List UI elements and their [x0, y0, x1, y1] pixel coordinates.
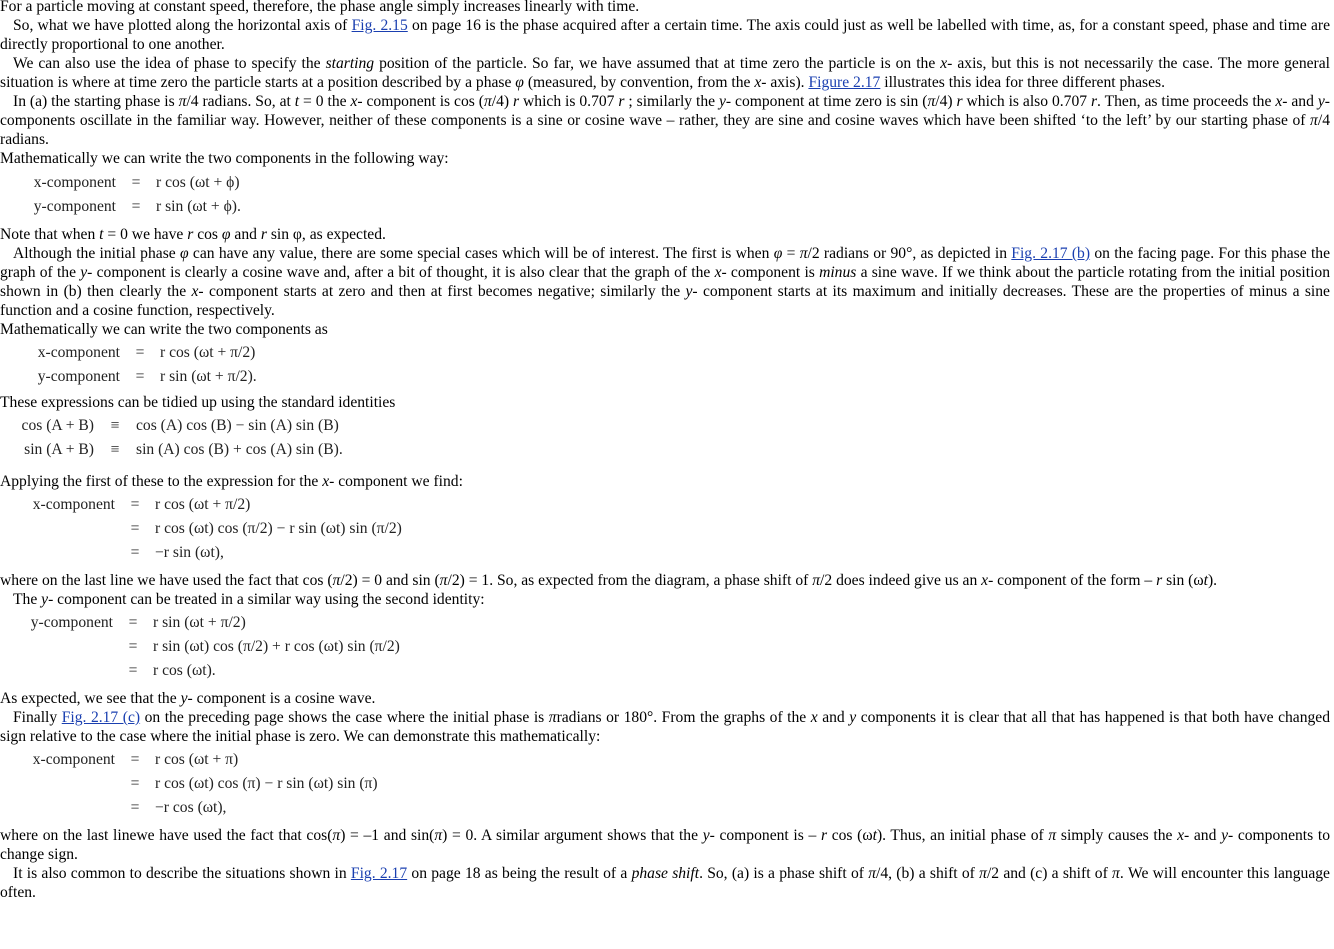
text: - component is a cosine wave. [187, 690, 376, 707]
text: = [782, 245, 800, 262]
text: Applying the first of these to the expression for the [0, 473, 323, 490]
text: /4 radians. [0, 112, 1330, 148]
text: on page 16 is the phase acquired after a certain time. The axis could just as well be labelled with time, as, for a constant speed, phase and time are directly proportional to one another. [0, 17, 1330, 53]
paragraph [0, 689, 1330, 708]
math-var: y [1221, 827, 1228, 844]
text: - component starts at zero and then at first becomes negative; similarly the [198, 283, 686, 300]
math-var: π [799, 245, 808, 262]
equation-op: ≡ [110, 441, 120, 458]
equation-lhs: x-component [33, 174, 116, 191]
text: - and [1184, 827, 1222, 844]
equation-op: = [128, 614, 138, 631]
text: /2 and (c) a shift of [986, 865, 1113, 882]
equation-lhs: y-component [30, 614, 113, 631]
text: ) = 0. A similar argument shows that the [442, 827, 703, 844]
text: a sine wave. If we think about the particle rotating from the initial position shown in (b) then clearly the [0, 264, 1330, 300]
math-var: π [1310, 112, 1318, 129]
math-var: x [1177, 827, 1185, 844]
text: As expected, we see that the [0, 690, 181, 707]
text: Mathematically we can write the two components in the following way: [0, 150, 449, 167]
math-var: π [1112, 865, 1120, 882]
text: - component at time zero is sin ( [725, 93, 928, 110]
text: The [13, 591, 42, 608]
math-var: y [180, 690, 188, 707]
text: illustrates this idea for three different phases. [880, 74, 1165, 91]
math-var: r [513, 93, 520, 110]
text: cos [193, 226, 222, 243]
math-var: y [80, 264, 88, 281]
equation-op: = [135, 368, 145, 385]
equation-rhs: r cos (ωt). [153, 662, 216, 679]
text: Note that when [0, 226, 100, 243]
math-var: x [714, 264, 722, 281]
emphasis: starting [325, 55, 375, 72]
equation-rhs: r cos (ωt + π/2) [155, 496, 251, 513]
math-var: π [439, 572, 448, 589]
paragraph [0, 864, 1330, 902]
text: Although the initial phase [13, 245, 180, 262]
text: - and [1282, 93, 1318, 110]
equation-block [0, 171, 1330, 219]
math-var: x [350, 93, 358, 110]
text: - component can be treated in a similar way using the second identity: [48, 591, 485, 608]
text: In (a) the starting phase is [13, 93, 179, 110]
math-var: π [927, 93, 936, 110]
text: and [817, 709, 850, 726]
text: We can also use the idea of phase to specify the [13, 55, 326, 72]
math-var: x [940, 55, 948, 72]
equation-block [0, 493, 1330, 565]
math-var: r [1156, 572, 1163, 589]
text: simply causes the [1056, 827, 1178, 844]
paragraph [0, 826, 1330, 864]
math-var: π [548, 709, 557, 726]
math-var: r [820, 827, 828, 844]
text: which is also 0.707 [962, 93, 1091, 110]
link-figure-2-17[interactable]: Figure 2.17 [808, 74, 881, 91]
text: = 0 we have [103, 226, 188, 243]
equation-block [0, 611, 1330, 683]
text: can have any value, there are some special cases which will be of interest. The first is when [188, 245, 774, 262]
paragraph [0, 571, 1330, 590]
equation-rhs: r sin (ωt) cos (π/2) + r cos (ωt) sin (π/2) [153, 638, 400, 655]
paragraph [0, 54, 1330, 92]
math-var: π [483, 93, 492, 110]
math-var: r [260, 226, 267, 243]
equation-op: = [128, 638, 138, 655]
text: sin (ω [1162, 572, 1204, 589]
text: . We will encounter this language often. [0, 865, 1330, 901]
link-fig-2-17-c[interactable]: Fig. 2.17 (c) [61, 709, 141, 726]
text: /4, (b) a shift of [876, 865, 980, 882]
math-var: y [1317, 93, 1325, 110]
equation-rhs: r cos (ωt) cos (π/2) − r sin (ωt) sin (π/2) [155, 520, 402, 537]
math-var: t [99, 226, 104, 243]
text: position of the particle. So far, we have assumed that at time zero the particle is on the [374, 55, 941, 72]
link-fig-2-17-b[interactable]: Fig. 2.17 (b) [1011, 245, 1091, 262]
text: components it is clear that all that has happened is that both have changed sign relative to the case where the initial phase is zero. We can demonstrate this mathematically: [0, 709, 1331, 745]
math-var: t [294, 93, 300, 110]
text: cos (ω [827, 827, 873, 844]
paragraph [0, 320, 1330, 339]
equation-op: = [130, 544, 140, 561]
equation-op: = [130, 520, 140, 537]
equation-op: = [130, 775, 140, 792]
equation-op: ≡ [110, 417, 120, 434]
text: /2) = 1. So, as expected from the diagram, a phase shift of [447, 572, 813, 589]
equation-lhs: y-component [37, 368, 120, 385]
equation-op: = [130, 799, 140, 816]
math-var: r [618, 93, 625, 110]
equation-rhs: r cos (ωt + ϕ) [156, 174, 240, 191]
math-var: π [434, 827, 443, 844]
text: - components to change sign. [0, 827, 1330, 863]
text: sin φ, as expected. [266, 226, 386, 243]
math-var: x [981, 572, 989, 589]
text: - axis, but this is not necessarily the case. The more general situation is where at time zero the particle starts at a position described by a phase [0, 55, 1330, 91]
math-var: x [810, 709, 818, 726]
equation-rhs: cos (A) cos (B) − sin (A) sin (B) [136, 417, 339, 434]
paragraph [0, 0, 1330, 16]
text: which is 0.707 [519, 93, 619, 110]
math-var: π [332, 827, 341, 844]
equation-lhs: x-component [32, 496, 115, 513]
paragraph [0, 472, 1330, 491]
paragraph [0, 225, 1330, 244]
link-fig-2-15[interactable]: Fig. 2.15 [351, 17, 408, 34]
text: - component starts at its maximum and initially decreases. These are the properties of minus a sine function and a cosine function, respectively. [0, 283, 1330, 319]
text: These expressions can be tidied up using the standard identities [0, 394, 396, 411]
text: ; similarly the [624, 93, 719, 110]
text: /4) [935, 93, 957, 110]
paragraph [0, 149, 1330, 168]
math-var: π [868, 865, 877, 882]
paragraph [0, 92, 1330, 149]
paragraph [0, 708, 1330, 746]
equation-lhs: x-component [37, 344, 120, 361]
math-var: t [872, 827, 877, 844]
paragraph [0, 244, 1330, 320]
equation-rhs: sin (A) cos (B) + cos (A) sin (B). [136, 441, 343, 458]
text: ). [1207, 572, 1218, 589]
equation-lhs: y-component [33, 198, 116, 215]
math-var: π [332, 572, 341, 589]
equation-op: = [130, 751, 140, 768]
text: /4 radians. So, at [186, 93, 295, 110]
math-var: r [956, 93, 963, 110]
emphasis: minus [819, 264, 857, 281]
equation-op: = [131, 198, 141, 215]
math-var: π [1048, 827, 1057, 844]
text: (measured, by convention, from the [523, 74, 755, 91]
text: /2 does indeed give us an [820, 572, 982, 589]
text: . Then, as time proceeds the [1097, 93, 1276, 110]
equation-rhs: r sin (ωt + π/2) [153, 614, 246, 631]
equation-block [0, 414, 1330, 462]
text: = 0 the [299, 93, 351, 110]
text: on the preceding page shows the case where the initial phase is [140, 709, 549, 726]
equation-rhs: r cos (ωt + π) [155, 751, 239, 768]
equation-block [0, 341, 1330, 389]
paragraph [0, 16, 1330, 54]
text: - components oscillate in the familiar way. However, neither of these components is a sine or cosine wave – rather, they are sine and cosine waves which have been shifted ‘to the left’ by our starting phase of [0, 93, 1330, 129]
math-var: r [1090, 93, 1098, 110]
text: - component of the form – [988, 572, 1157, 589]
text: on the facing page. For this phase the graph of the [0, 245, 1330, 281]
text: /2 radians or 90°, as depicted in [807, 245, 1012, 262]
text: - component is [721, 264, 820, 281]
math-var: y [719, 93, 726, 110]
text: ) = –1 and sin( [340, 827, 435, 844]
equation-lhs: sin (A + B) [24, 441, 94, 458]
math-var: t [1203, 572, 1208, 589]
equation-rhs: −r sin (ωt), [155, 544, 224, 561]
text: where on the last linewe have used the fact that cos( [0, 827, 333, 844]
math-var: y [685, 283, 693, 300]
text: - component is clearly a cosine wave and, after a bit of thought, it is also clear that the graph of the [87, 264, 715, 281]
math-var: x [322, 473, 330, 490]
equation-lhs: cos (A + B) [21, 417, 94, 434]
paragraph [0, 590, 1330, 609]
equation-block [0, 748, 1330, 820]
equation-lhs: x-component [32, 751, 115, 768]
math-var: π [979, 865, 987, 882]
equation-op: = [128, 662, 138, 679]
text: ). Thus, an initial phase of [876, 827, 1049, 844]
equation-rhs: −r cos (ωt), [155, 799, 227, 816]
math-var: φ [515, 74, 524, 91]
text: Finally [13, 709, 62, 726]
text: - axis). [761, 74, 809, 91]
text: . So, (a) is a phase shift of [699, 865, 869, 882]
math-var: y [849, 709, 857, 726]
math-var: φ [773, 245, 783, 262]
equation-op: = [135, 344, 145, 361]
link-fig-2-17[interactable]: Fig. 2.17 [350, 865, 408, 882]
paragraph [0, 393, 1330, 412]
text: where on the last line we have used the fact that cos ( [0, 572, 333, 589]
text: Mathematically we can write the two components as [0, 321, 328, 338]
text: and [230, 226, 261, 243]
math-var: π [812, 572, 821, 589]
text: - component is cos ( [357, 93, 484, 110]
math-var: x [1275, 93, 1283, 110]
math-var: φ [221, 226, 231, 243]
equation-op: = [131, 174, 141, 191]
math-var: x [191, 283, 199, 300]
text: - component we find: [329, 473, 463, 490]
text: - component is – [709, 827, 821, 844]
equation-rhs: r cos (ωt + π/2) [160, 344, 256, 361]
text: It is also common to describe the situations shown in [13, 865, 351, 882]
math-var: π [178, 93, 187, 110]
equation-rhs: r cos (ωt) cos (π) − r sin (ωt) sin (π) [155, 775, 378, 792]
text: /4) [491, 93, 514, 110]
text: on page 18 as being the result of a [407, 865, 632, 882]
text: For a particle moving at constant speed, therefore, the phase angle simply increases linearly with time. [0, 0, 640, 15]
equation-rhs: r sin (ωt + π/2). [160, 368, 257, 385]
text: /2) = 0 and sin ( [340, 572, 440, 589]
math-var: r [187, 226, 194, 243]
text: radians or 180°. From the graphs of the [556, 709, 811, 726]
emphasis: phase shift [631, 865, 700, 882]
math-var: y [41, 591, 49, 608]
text: So, what we have plotted along the horizontal axis of [13, 17, 352, 34]
equation-op: = [130, 496, 140, 513]
math-var: φ [179, 245, 189, 262]
math-var: x [754, 74, 762, 91]
math-var: y [702, 827, 710, 844]
equation-rhs: r sin (ωt + ϕ). [156, 198, 241, 215]
